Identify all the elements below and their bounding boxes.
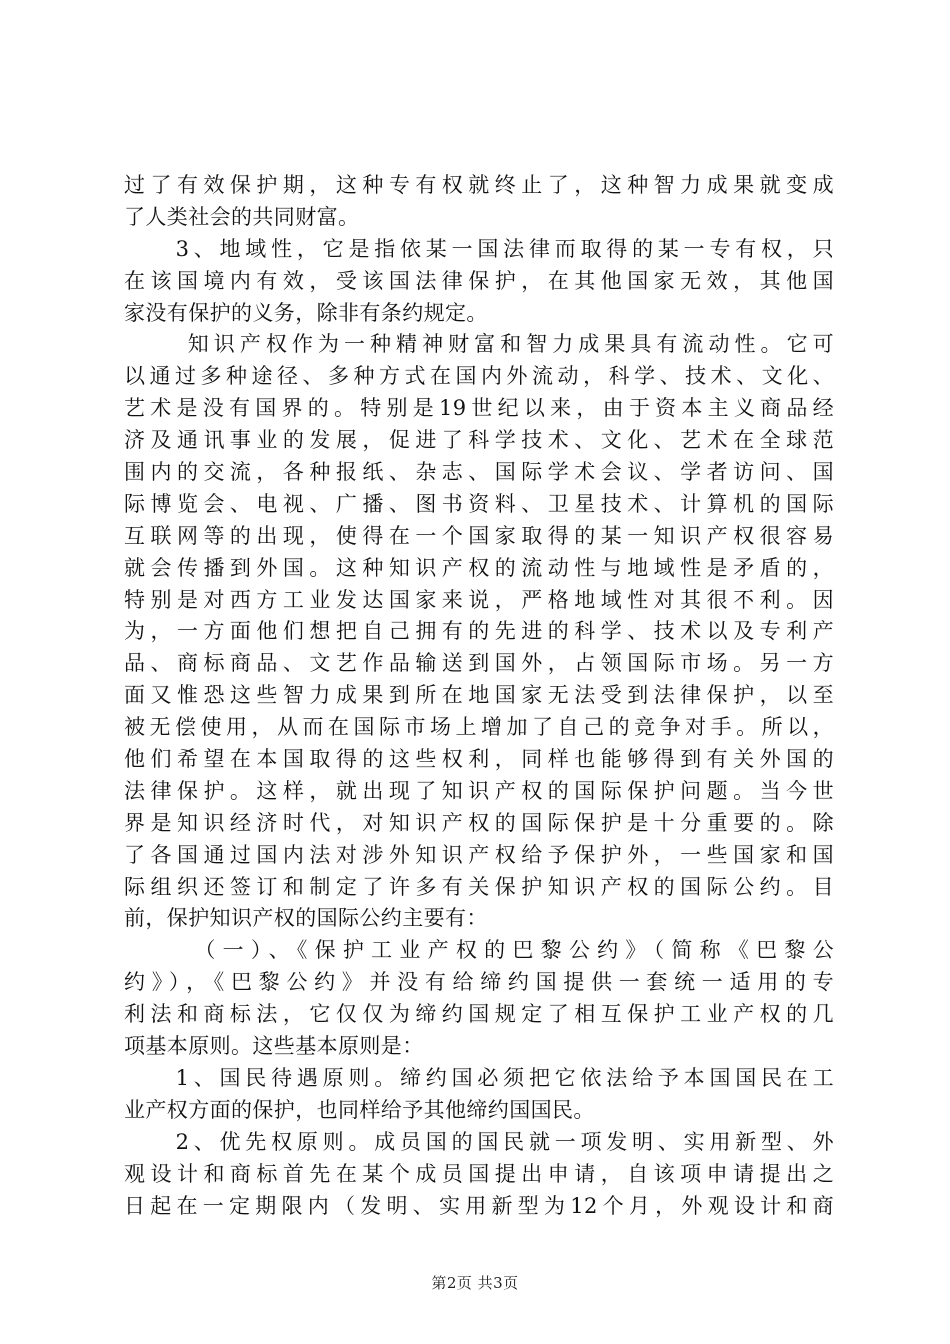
text-line: 在该国境内有效，受该国法律保护，在其他国家无效，其他国 bbox=[124, 268, 834, 293]
text-line: 3、地域性，它是指依某一国法律而取得的某一专有权，只 bbox=[124, 236, 834, 261]
text-line: 际组织还签订和制定了许多有关保护知识产权的国际公约。目 bbox=[124, 874, 834, 899]
text-line: 了各国通过国内法对涉外知识产权给予保护外，一些国家和国 bbox=[124, 842, 834, 867]
text-line: 法律保护。这样，就出现了知识产权的国际保护问题。当今世 bbox=[124, 778, 834, 803]
text-line: 艺术是没有国界的。特别是19世纪以来，由于资本主义商品经 bbox=[124, 396, 834, 421]
text-line: 围内的交流，各种报纸、杂志、国际学术会议、学者访问、国 bbox=[124, 460, 834, 485]
text-line: 家没有保护的义务，除非有条约规定。 bbox=[124, 300, 488, 325]
text-line: 品、商标商品、文艺作品输送到国外，占领国际市场。另一方 bbox=[124, 651, 834, 676]
text-line: 约》），《巴黎公约》并没有给缔约国提供一套统一适用的专 bbox=[124, 970, 834, 995]
text-line: 为，一方面他们想把自己拥有的先进的科学、技术以及专利产 bbox=[124, 619, 834, 644]
text-line: 济及通讯事业的发展，促进了科学技术、文化、艺术在全球范 bbox=[124, 428, 834, 453]
text-line: 被无偿使用，从而在国际市场上增加了自己的竞争对手。所以， bbox=[124, 715, 834, 740]
text-line: 日起在一定期限内（发明、实用新型为12个月，外观设计和商 bbox=[124, 1193, 834, 1218]
text-line: 1、国民待遇原则。缔约国必须把它依法给予本国国民在工 bbox=[124, 1065, 834, 1090]
text-line: 互联网等的出现，使得在一个国家取得的某一知识产权很容易 bbox=[124, 523, 834, 548]
text-line: 观设计和商标首先在某个成员国提出申请，自该项申请提出之 bbox=[124, 1161, 834, 1186]
text-line: （一）、《保护工业产权的巴黎公约》（简称《巴黎公 bbox=[124, 938, 834, 963]
text-line: 界是知识经济时代，对知识产权的国际保护是十分重要的。除 bbox=[124, 810, 834, 835]
text-line: 前，保护知识产权的国际公约主要有： bbox=[124, 906, 488, 931]
text-line: 特别是对西方工业发达国家来说，严格地域性对其很不利。因 bbox=[124, 587, 834, 612]
text-line: 利法和商标法，它仅仅为缔约国规定了相互保护工业产权的几 bbox=[124, 1002, 834, 1027]
text-line: 他们希望在本国取得的这些权利，同样也能够得到有关外国的 bbox=[124, 747, 834, 772]
text-line: 以通过多种途径、多种方式在国内外流动，科学、技术、文化、 bbox=[124, 364, 834, 389]
text-line: 际博览会、电视、广播、图书资料、卫星技术、计算机的国际 bbox=[124, 491, 834, 516]
document-body bbox=[124, 170, 834, 1222]
text-line: 就会传播到外国。这种知识产权的流动性与地域性是矛盾的， bbox=[124, 555, 834, 580]
text-line: 2、优先权原则。成员国的国民就一项发明、实用新型、外 bbox=[124, 1129, 834, 1154]
text-line: 业产权方面的保护，也同样给予其他缔约国国民。 bbox=[124, 1097, 595, 1122]
text-line: 面又惟恐这些智力成果到所在地国家无法受到法律保护，以至 bbox=[124, 683, 834, 708]
text-line: 过了有效保护期，这种专有权就终止了，这种智力成果就变成 bbox=[124, 173, 834, 197]
page-footer: 第2页 共3页 bbox=[431, 1274, 519, 1292]
text-line: 知识产权作为一种精神财富和智力成果具有流动性。它可 bbox=[124, 332, 834, 357]
text-line: 了人类社会的共同财富。 bbox=[124, 204, 360, 229]
text-line: 项基本原则。这些基本原则是： bbox=[124, 1034, 424, 1059]
